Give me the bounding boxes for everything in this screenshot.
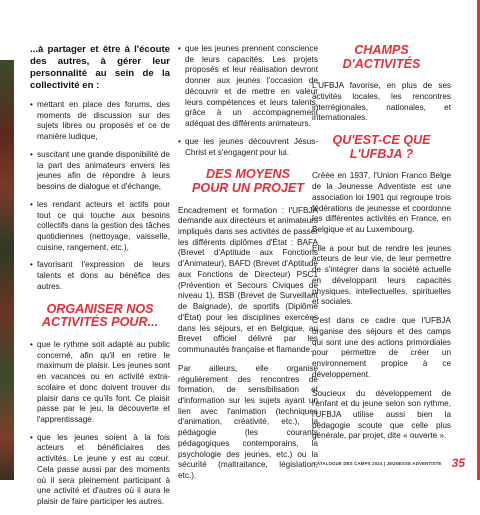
heading-organiser: ORGANISER NOS ACTIVITÉS POUR... [41, 301, 159, 330]
list-item: • que le rythme soit adapté au public concerné, afin qu'il en retire le maximum de plaisir. Les jeunes sont en vacances ou en activité extra-scolaire et donc doivent trouver du plaisir dans ce qu'ils font. Ce plaisir passe par le jeu, la découverte et l'apprentissage. [30, 340, 170, 426]
paragraph: Elle a pour but de rendre les jeunes acteurs de leur vie, de leur permettre de s'intégrer dans la société actuelle en développant leurs capacités physiques, intellectuelles, spirituelles et sociales. [312, 243, 451, 307]
column-1 [30, 44, 170, 515]
page-footer [314, 456, 465, 470]
column-3 [312, 44, 451, 450]
list-item: • que les jeunes découvrent Jésus-Christ et s'engagent pour lui. [178, 137, 318, 158]
list-item: • que les jeunes prennent conscience de leurs capacités. Les projets proposés et leur réalisation devront donner aux jeunes l'occasion de découvrir et de mettre en valeur leurs compétences et leurs talents, grâce à un accompagnement adéquat des différents animateurs. [178, 44, 318, 130]
paragraph: Par ailleurs, elle organise régulièrement des rencontres de formation, de sensibilisation et d'information sur les sujets ayant un lien avec l'animation (techniques d'animation, créativité, etc.), la pédagogie (les courants pédagogiques contemporains, la psychologie des jeunes, etc.) ou la sécurité (maltraitance, législation, etc.). [178, 363, 318, 481]
list-item: • les rendant acteurs et actifs pour tout ce qui touche aux besoins collectifs dans la gestion des tâches quotidiennes (nettoyage, vaisselle, cuisine, rangement, etc.), [30, 200, 170, 254]
heading-moyens: DES MOYENS POUR UN PROJET [192, 167, 304, 195]
footer-text: CATALOGUE DES CAMPS 2024 | JEUNESSE ADVENTISTE [313, 460, 442, 466]
paragraph: Soucieux du développement de l'enfant et du jeune selon son rythme, l'UFBJA utilise aussi bien la pédagogie scoute que celle plus générale, par projet, dite « ouverte ». [312, 388, 451, 441]
side-photo [0, 60, 14, 480]
paragraph: Encadrement et formation : l'UFBJA demande aux directeurs et animateurs impliqués dans ses activités de passer les différents diplômes d'État : BAFA (Brevet d'Aptitude aux Fonctions d'Animateur), BAFD (Brevet d'Aptitude aux Fonctions de Directeur) PSC1 (Prévention et Secours Civiques de niveau 1), BSB (Brevet de Surveillant de Baignade), de sportifs (Diplôme d'État) pour les disciplines exercées dans les séjours, et en Belgique, au Brevet officiel délivré par les communautés française et flamande. [178, 205, 318, 355]
intro-text: ...à partager et être à l'écoute des autres, à gérer leur personnalité au sein de la collectivité en : [30, 44, 170, 91]
list-item: • favorisant l'expression de leurs talents et dons au bénéfice des autres. [30, 260, 170, 292]
heading-champs: CHAMPS D'ACTIVITÉS [342, 43, 421, 71]
heading-ufbja: QU'EST-CE QUE L'UFBJA ? [332, 133, 431, 161]
list-item: • suscitant une grande disponibilité de la part des animateurs envers les jeunes afin de répondre à leurs besoins de dialogue et d'échange, [30, 150, 170, 193]
paragraph: C'est dans ce cadre que l'UFBJA organise des séjours et des camps qui sont une des actions primordiales pour permettre de créer un environnement propice à ce développement. [312, 316, 451, 379]
page-number: 35 [451, 456, 465, 470]
column-2 [178, 44, 318, 490]
paragraph: L'UFBJA favorise, en plus de ses activités locales, les rencontres interrégionales, nationales, et internationales. [312, 81, 451, 123]
paragraph: Créée en 1937, l'Union Franco Belge de la Jeunesse Adventiste est une association loi 1901 qui regroupe trois fédérations de jeunesse et coordonne les différentes activités en France, en Belgique et au Luxembourg. [312, 171, 451, 234]
list-item: • que les jeunes soient à la fois acteurs et bénéficiaires des activités. Le jeune y est au cœur. Cela passe aussi par des moments où il sera pleinement participant à une activité et d'autres où il aura le plaisir de faire participer les autres. [30, 433, 170, 508]
list-item: • mettant en place des forums, des moments de discussion sur des sujets libres ou proposés et ce de manière ludique, [30, 100, 170, 143]
